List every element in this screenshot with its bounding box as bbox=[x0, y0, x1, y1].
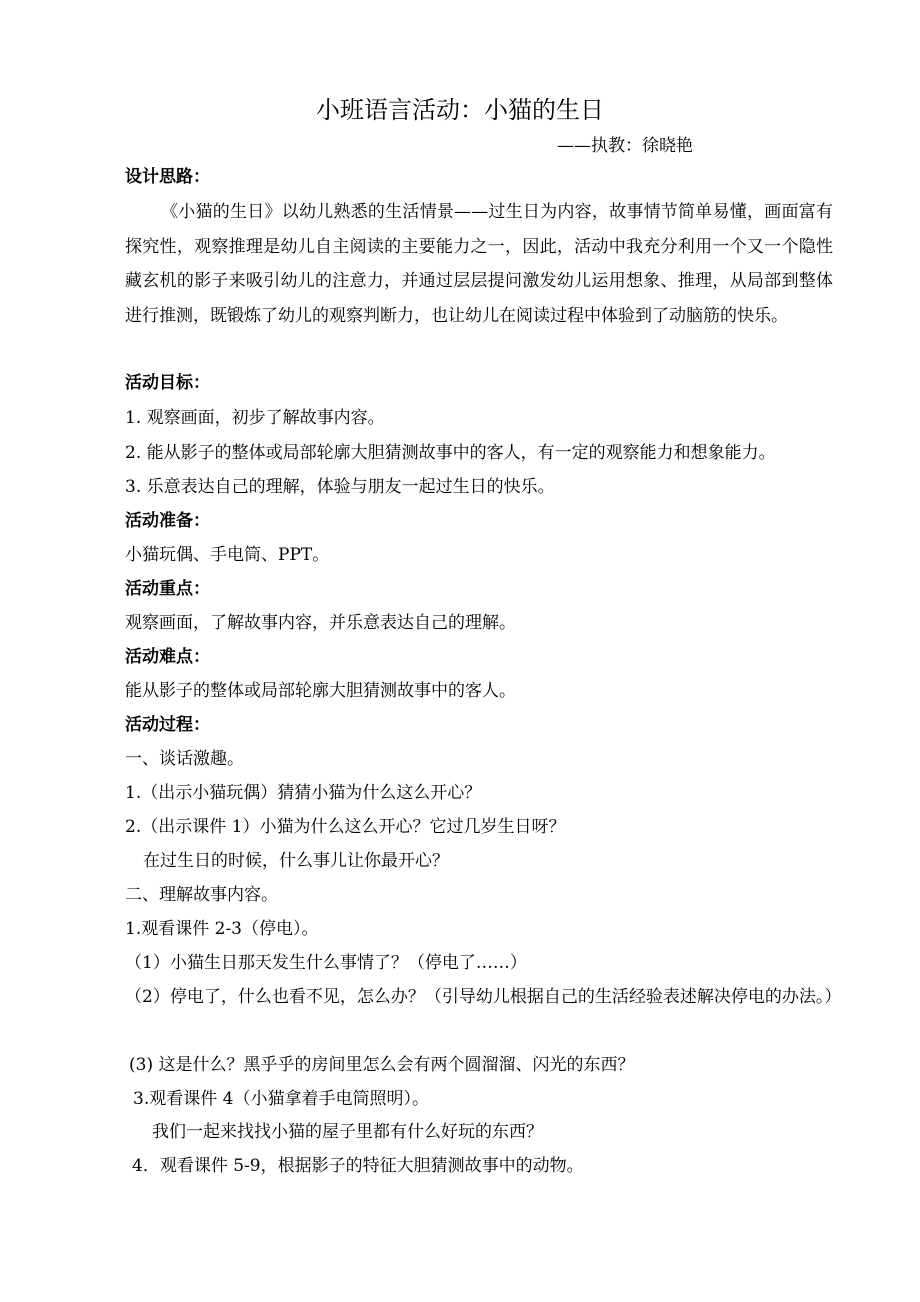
process-line-7: （1）小猫生日那天发生什么事情了？（停电了……） bbox=[125, 953, 527, 973]
process-line-8: （2）停电了，什么也看不见，怎么办？（引导幼儿根据自己的生活经验表述解决停电的办法。） bbox=[125, 987, 842, 1007]
process-line-12: 4．观看课件 5-9，根据影子的特征大胆猜测故事中的动物。 bbox=[132, 1156, 584, 1176]
goal-item-1: 1. 观察画面，初步了解故事内容。 bbox=[125, 408, 385, 428]
teacher-line: ——执教：徐晓艳 bbox=[557, 136, 693, 156]
goal-item-2: 2. 能从影子的整体或局部轮廓大胆猜测故事中的客人，有一定的观察能力和想象能力。 bbox=[125, 443, 776, 463]
goal-item-3: 3. 乐意表达自己的理解，体验与朋友一起过生日的快乐。 bbox=[125, 477, 555, 497]
difficulty-heading: 活动难点： bbox=[125, 647, 210, 667]
process-line-1: 一、谈话激趣。 bbox=[125, 749, 244, 769]
prep-text: 小猫玩偶、手电筒、PPT。 bbox=[125, 545, 330, 565]
key-text: 观察画面，了解故事内容，并乐意表达自己的理解。 bbox=[125, 613, 516, 633]
process-line-3: 2.（出示课件 1）小猫为什么这么开心？它过几岁生日呀？ bbox=[125, 817, 566, 837]
design-paragraph: 《小猫的生日》以幼儿熟悉的生活情景——过生日为内容，故事情节简单易懂，画面富有探究性，观察推理是幼儿自主阅读的主要能力之一，因此，活动中我充分利用一个又一个隐性藏玄机的影子来吸引幼儿的注意力，并通过层层提问激发幼儿运用想象、推理，从局部到整体进行推测，既锻炼了幼儿的观察判断力，也让幼儿在阅读过程中体验到了动脑筋的快乐。 bbox=[125, 202, 833, 326]
difficulty-text: 能从影子的整体或局部轮廓大胆猜测故事中的客人。 bbox=[125, 681, 516, 701]
process-heading: 活动过程： bbox=[125, 715, 210, 735]
goals-heading: 活动目标： bbox=[125, 373, 210, 393]
process-line-4: 在过生日的时候，什么事儿让你最开心？ bbox=[143, 851, 449, 871]
process-line-6: 1.观看课件 2-3（停电）。 bbox=[125, 919, 319, 939]
key-heading: 活动重点： bbox=[125, 579, 210, 599]
page-title: 小班语言活动：小猫的生日 bbox=[316, 96, 604, 124]
process-line-9: (3) 这是什么？黑乎乎的房间里怎么会有两个圆溜溜、闪光的东西？ bbox=[129, 1055, 635, 1075]
process-line-10: 3.观看课件 4（小猫拿着手电筒照明）。 bbox=[133, 1089, 429, 1109]
process-line-5: 二、理解故事内容。 bbox=[125, 885, 278, 905]
process-line-11: 我们一起来找找小猫的屋子里都有什么好玩的东西？ bbox=[152, 1122, 543, 1142]
process-line-2: 1.（出示小猫玩偶）猜猜小猫为什么这么开心？ bbox=[125, 783, 482, 803]
prep-heading: 活动准备： bbox=[125, 511, 210, 531]
design-heading: 设计思路： bbox=[125, 167, 210, 187]
